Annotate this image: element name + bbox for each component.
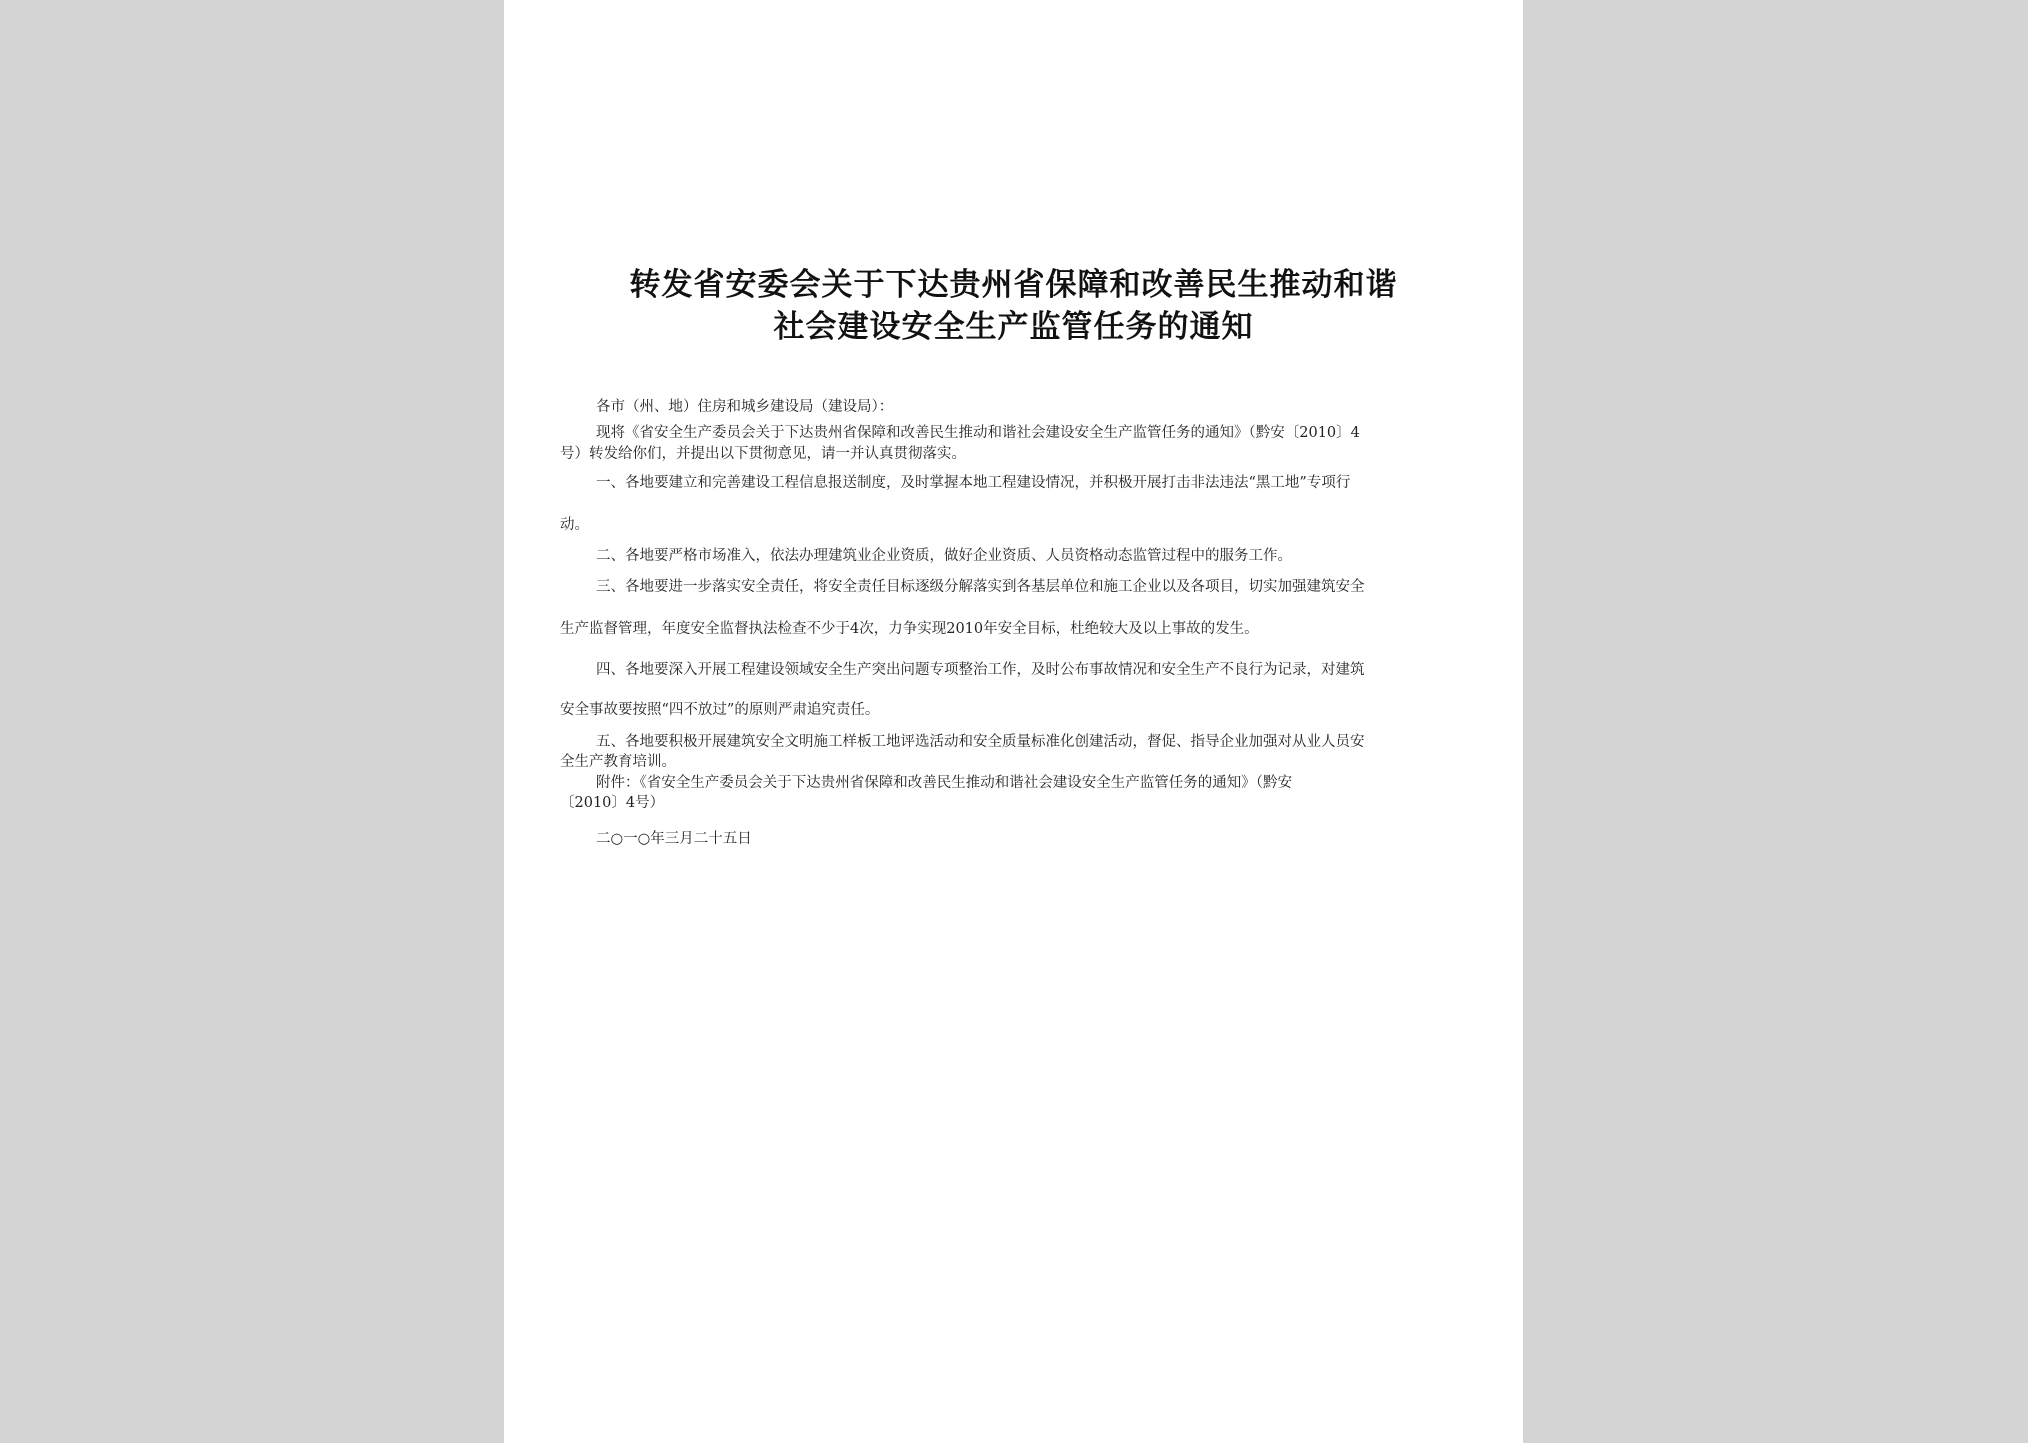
item-2-line-1: 二、各地要严格市场准入，依法办理建筑业企业资质，做好企业资质、人员资格动态监管过程中的服务工作。 — [596, 548, 1292, 564]
item-3-line-2: 生产监督管理，年度安全监督执法检查不少于4次，力争实现2010年安全目标，杜绝较大及以上事故的发生。 — [560, 621, 1259, 637]
item-5-line-2: 全生产教育培训。 — [560, 754, 676, 770]
intro-line-2: 号）转发给你们，并提出以下贯彻意见，请一并认真贯彻落实。 — [560, 446, 966, 462]
document-page — [504, 0, 1523, 1443]
attachment-line-2: 〔2010〕4号） — [560, 795, 665, 811]
intro-line-1: 现将《省安全生产委员会关于下达贵州省保障和改善民生推动和谐社会建设安全生产监管任务的通知》（黔安〔2010〕4 — [596, 425, 1360, 441]
item-1-line-2: 动。 — [560, 517, 589, 533]
item-4-line-1: 四、各地要深入开展工程建设领域安全生产突出问题专项整治工作，及时公布事故情况和安全生产不良行为记录，对建筑 — [596, 662, 1365, 678]
attachment-line-1: 附件：《省安全生产委员会关于下达贵州省保障和改善民生推动和谐社会建设安全生产监管任务的通知》（黔安 — [596, 775, 1292, 791]
item-1-line-1: 一、各地要建立和完善建设工程信息报送制度，及时掌握本地工程建设情况，并积极开展打击非法违法“黑工地”专项行 — [596, 475, 1351, 491]
item-3-line-1: 三、各地要进一步落实安全责任，将安全责任目标逐级分解落实到各基层单位和施工企业以及各项目，切实加强建筑安全 — [596, 579, 1365, 595]
title-line-1: 转发省安委会关于下达贵州省保障和改善民生推动和谐 — [629, 267, 1398, 303]
item-4-line-2: 安全事故要按照“四不放过”的原则严肃追究责任。 — [560, 702, 880, 718]
salutation: 各市（州、地）住房和城乡建设局（建设局）： — [596, 399, 894, 415]
title-line-2: 社会建设安全生产监管任务的通知 — [773, 309, 1254, 345]
document-date: 二○一○年三月二十五日 — [596, 831, 752, 847]
item-5-line-1: 五、各地要积极开展建筑安全文明施工样板工地评选活动和安全质量标准化创建活动，督促、指导企业加强对从业人员安 — [596, 734, 1365, 750]
document-title — [544, 264, 1483, 348]
